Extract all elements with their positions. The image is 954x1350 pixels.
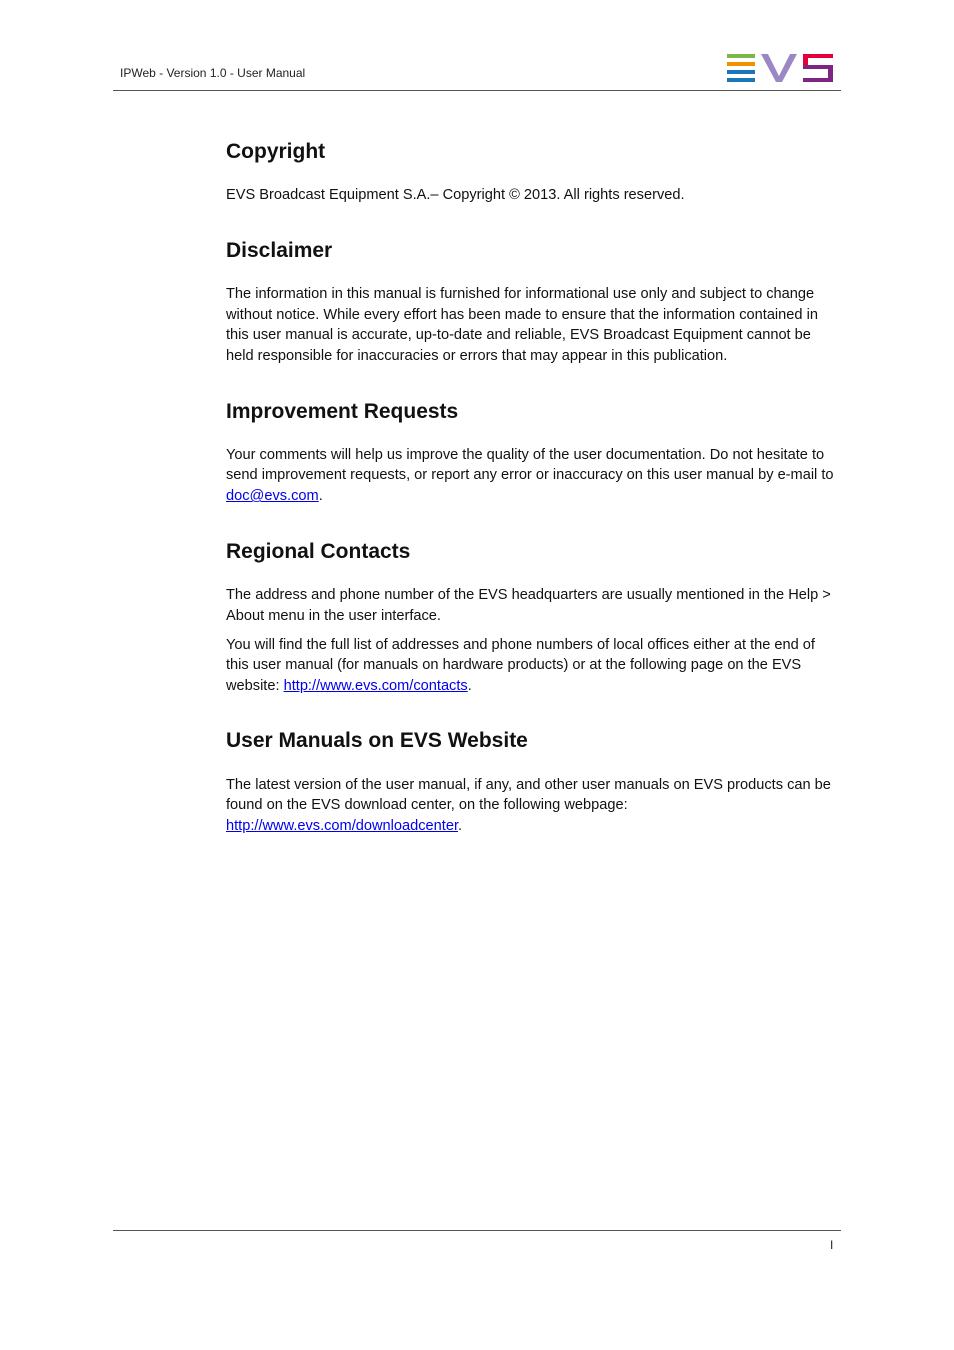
copyright-section (226, 138, 838, 206)
regional-section (226, 538, 838, 697)
manuals-paragraph (226, 775, 838, 837)
doc-email-link[interactable]: doc@evs.com (226, 488, 319, 505)
disclaimer-text: The information in this manual is furnished for informational use only and subject to change without notice. While every effort has been made to ensure that the information contained in this user manual is accurate, up-to-date and reliable, EVS Broadcast Equipment cannot be held responsible for inaccuracies or errors that may appear in this publication. (226, 286, 818, 364)
footer-divider (113, 1230, 841, 1231)
copyright-text: EVS Broadcast Equipment S.A.– Copyright © 2013. All rights reserved. (226, 187, 685, 204)
improvement-heading: Improvement Requests (226, 399, 459, 423)
regional-period: . (467, 677, 472, 694)
regional-text-1: The address and phone number of the EVS headquarters are usually mentioned in the Help > About menu in the user interface. (226, 586, 831, 624)
improvement-paragraph (226, 445, 838, 507)
header-divider (113, 90, 841, 91)
manuals-heading: User Manuals on EVS Website (226, 729, 528, 753)
improvement-period: . (318, 488, 323, 505)
evs-logo (727, 54, 835, 82)
regional-paragraph-2 (226, 635, 838, 697)
disclaimer-section (226, 237, 838, 367)
regional-heading: Regional Contacts (226, 539, 411, 563)
improvement-text: Your comments will help us improve the quality of the user documentation. Do not hesitate to send improvement requests, or report any error or inaccuracy on this user manual by e-mail to (226, 446, 834, 484)
copyright-heading: Copyright (226, 140, 326, 163)
header-title: IPWeb - Version 1.0 - User Manual (120, 66, 306, 80)
improvement-section (226, 398, 838, 507)
page-number: I (830, 1238, 834, 1252)
downloadcenter-link[interactable]: http://www.evs.com/downloadcenter (226, 817, 458, 834)
manuals-period: . (458, 817, 463, 834)
document-body (226, 138, 838, 867)
disclaimer-heading: Disclaimer (226, 238, 333, 262)
contacts-link[interactable]: http://www.evs.com/contacts (283, 677, 468, 694)
regional-text-2: You will find the full list of addresses and phone numbers of local offices either at the end of this user manual (for manuals on hardware products) or at the following page on the EVS website: (226, 636, 815, 694)
manuals-section (226, 727, 838, 836)
manuals-text: The latest version of the user manual, if any, and other user manuals on EVS products can be found on the EVS download center, on the following webpage: (226, 776, 831, 814)
